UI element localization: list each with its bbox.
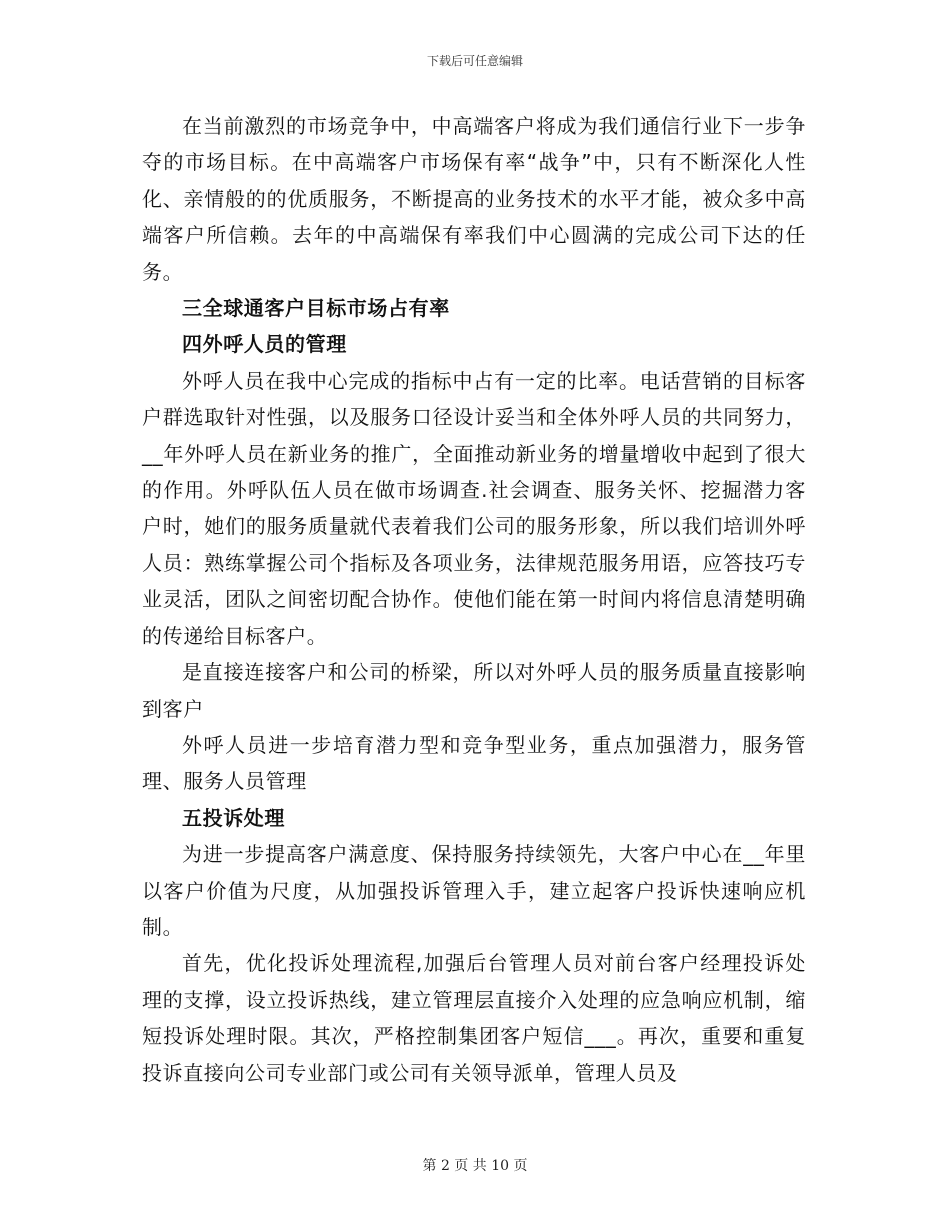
paragraph-bridge: 是直接连接客户和公司的桥梁，所以对外呼人员的服务质量直接影响到客户 — [142, 660, 806, 721]
page-number: 第 2 页 共 10 页 — [422, 1158, 528, 1174]
section-heading-4: 四外呼人员的管理 — [182, 332, 347, 357]
header-note: 下载后可任意编辑 — [426, 54, 523, 68]
section-heading-3: 三全球通客户目标市场占有率 — [182, 296, 450, 321]
paragraph-complaint-process: 首先，优化投诉处理流程,加强后台管理人员对前台客户经理投诉处理的支撑，设立投诉热线，建立管理层直接介入处理的应急响应机制，缩短投诉处理时限。其次，严格控制集团客户短信___。再次，重要和重复投诉直接向公司专业部门或公司有关领导派单，管理人员及 — [142, 951, 806, 1085]
section-heading-5: 五投诉处理 — [182, 805, 285, 830]
paragraph-market-competition: 在当前激烈的市场竞争中，中高端客户将成为我们通信行业下一步争夺的市场目标。在中高端客户市场保有率“战争”中，只有不断深化人性化、亲情般的的优质服务，不断提高的业务技术的水平才能，被众多中高端客户所信赖。去年的中高端保有率我们中心圆满的完成公司下达的任务。 — [142, 114, 806, 284]
paragraph-potential-business: 外呼人员进一步培育潜力型和竞争型业务，重点加强潜力，服务管理、服务人员管理 — [142, 732, 806, 794]
paragraph-outbound-staff: 外呼人员在我中心完成的指标中占有一定的比率。电话营销的目标客户群选取针对性强，以及服务口径设计妥当和全体外呼人员的共同努力，__年外呼人员在新业务的推广，全面推动新业务的增量增收中起到了很大的作用。外呼队伍人员在做市场调查.社会调查、服务关怀、挖掘潜力客户时，她们的服务质量就代表着我们公司的服务形象，所以我们培训外呼人员：熟练掌握公司个指标及各项业务，法律规范服务用语，应答技巧专业灵活，团队之间密切配合协作。使他们能在第一时间内将信息清楚明确的传递给目标客户。 — [142, 368, 806, 648]
document-body — [142, 108, 806, 1091]
paragraph-complaint-mechanism: 为进一步提高客户满意度、保持服务持续领先，大客户中心在__年里以客户价值为尺度，从加强投诉管理入手，建立起客户投诉快速响应机制。 — [142, 842, 806, 939]
